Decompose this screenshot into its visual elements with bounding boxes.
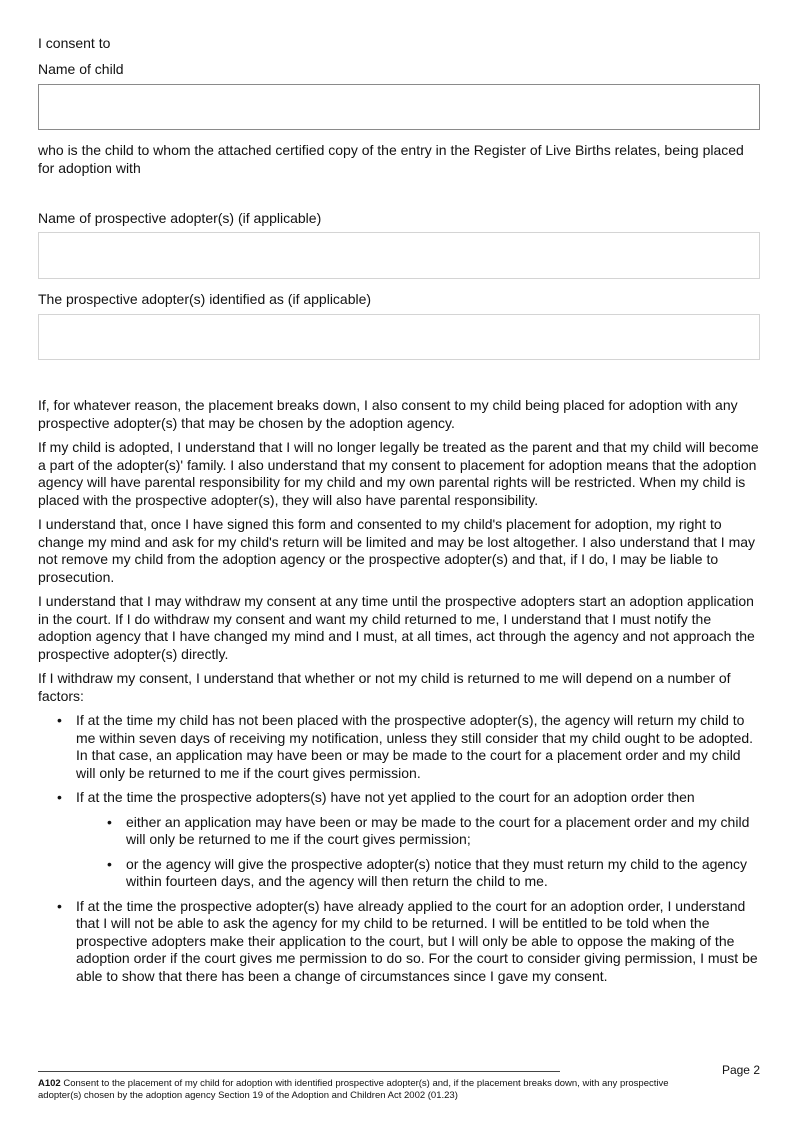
- form-title: Consent to the placement of my child for adoption with identified prospective adopter(s) and, if the placement breaks down, with any prospective adopter(s) chosen by the adoption agency Section 19 of the Adoption and Children Act 2002 (01.23): [38, 1078, 669, 1101]
- adopter-identified-input[interactable]: [38, 314, 760, 360]
- sub-bullet-text: or the agency will give the prospective adopter(s) notice that they must return my child to the agency within fourteen days, and the agency will then return the child to me.: [126, 855, 747, 889]
- bullet-text: If at the time the prospective adopter(s) have already applied to the court for an adoption order, I understand that I will not be able to ask the agency for my child to be returned. I will be entitled to be told when the prospective adopters make their application to the court, but I will only be able to oppose the making of the adoption order if the court gives me permission to do so. For the court to consider giving permission, I must be able to show that there has been a change of circumstances since I gave my consent.: [76, 897, 758, 984]
- bullet-icon: •: [107, 855, 112, 872]
- bullet-icon: •: [57, 712, 62, 728]
- bullet-icon: •: [107, 813, 112, 830]
- child-name-label: Name of child: [38, 61, 124, 77]
- adopter-identified-label: The prospective adopter(s) identified as (if applicable): [38, 291, 372, 307]
- list-item: [76, 814, 762, 849]
- page-number: Page 2: [721, 1063, 760, 1077]
- footer-form-title: [38, 1078, 678, 1102]
- adopter-name-label: Name of prospective adopter(s) (if applicable): [38, 210, 322, 226]
- paragraph-factors-intro: If I withdraw my consent, I understand that whether or not my child is returned to me will depend on a number of factors:: [38, 670, 731, 704]
- factors-list: [38, 712, 762, 985]
- consent-heading: I consent to: [38, 35, 111, 51]
- list-item: [38, 789, 762, 891]
- sub-factors-list: [76, 814, 762, 891]
- child-name-input[interactable]: [38, 84, 760, 130]
- bullet-text: If at the time the prospective adopters(s) have not yet applied to the court for an adoption order then: [76, 789, 695, 805]
- paragraph-change-of-mind: I understand that, once I have signed this form and consented to my child's placement for adoption, my right to change my mind and ask for my child's return will be limited and may be lost altogether. I also understand that I may not remove my child from the adoption agency or the prospective adopter(s) and that, if I do, I may be liable to prosecution.: [38, 516, 756, 585]
- bullet-icon: •: [57, 789, 62, 805]
- list-item: [38, 712, 762, 782]
- paragraph-breakdown: If, for whatever reason, the placement breaks down, I also consent to my child being placed for adoption with any prospective adopter(s) that may be chosen by the adoption agency.: [38, 397, 738, 431]
- list-item: [76, 856, 762, 891]
- child-relation-text: who is the child to whom the attached certified copy of the entry in the Register of Live Births relates, being placed for adoption with: [38, 142, 744, 176]
- list-item: [38, 898, 762, 986]
- bullet-icon: •: [57, 897, 62, 914]
- footer-divider: [38, 1071, 560, 1072]
- paragraph-parental-responsibility: If my child is adopted, I understand that I will no longer legally be treated as the parent and that my child will become a part of the adopter(s)' family. I also understand that my consent to placement for adoption means that the adoption agency will have parental responsibility for my child and my own parental rights will be restricted. When my child is placed with the prospective adopter(s), they will also have parental responsibility.: [38, 439, 759, 508]
- adopter-name-input[interactable]: [38, 232, 760, 279]
- paragraph-withdraw-consent: I understand that I may withdraw my consent at any time until the prospective adopters start an adoption application in the court. If I do withdraw my consent and want my child returned to me, I understand that I must notify the adoption agency that I have changed my mind and I must, at all times, act through the agency and not approach the prospective adopter(s) directly.: [38, 593, 755, 662]
- consent-terms: [38, 397, 762, 992]
- sub-bullet-text: either an application may have been or may be made to the court for a placement order and my child will only be returned to me if the court gives permission;: [126, 813, 750, 847]
- bullet-text: If at the time my child has not been placed with the prospective adopter(s), the agency will return my child to me within seven days of receiving my notification, unless they still consider that my child ought to be adopted. In that case, an application may have been or may be made to the court for a placement order and my child will only be returned to me if the court gives permission.: [76, 712, 754, 781]
- form-code: A102: [38, 1078, 61, 1089]
